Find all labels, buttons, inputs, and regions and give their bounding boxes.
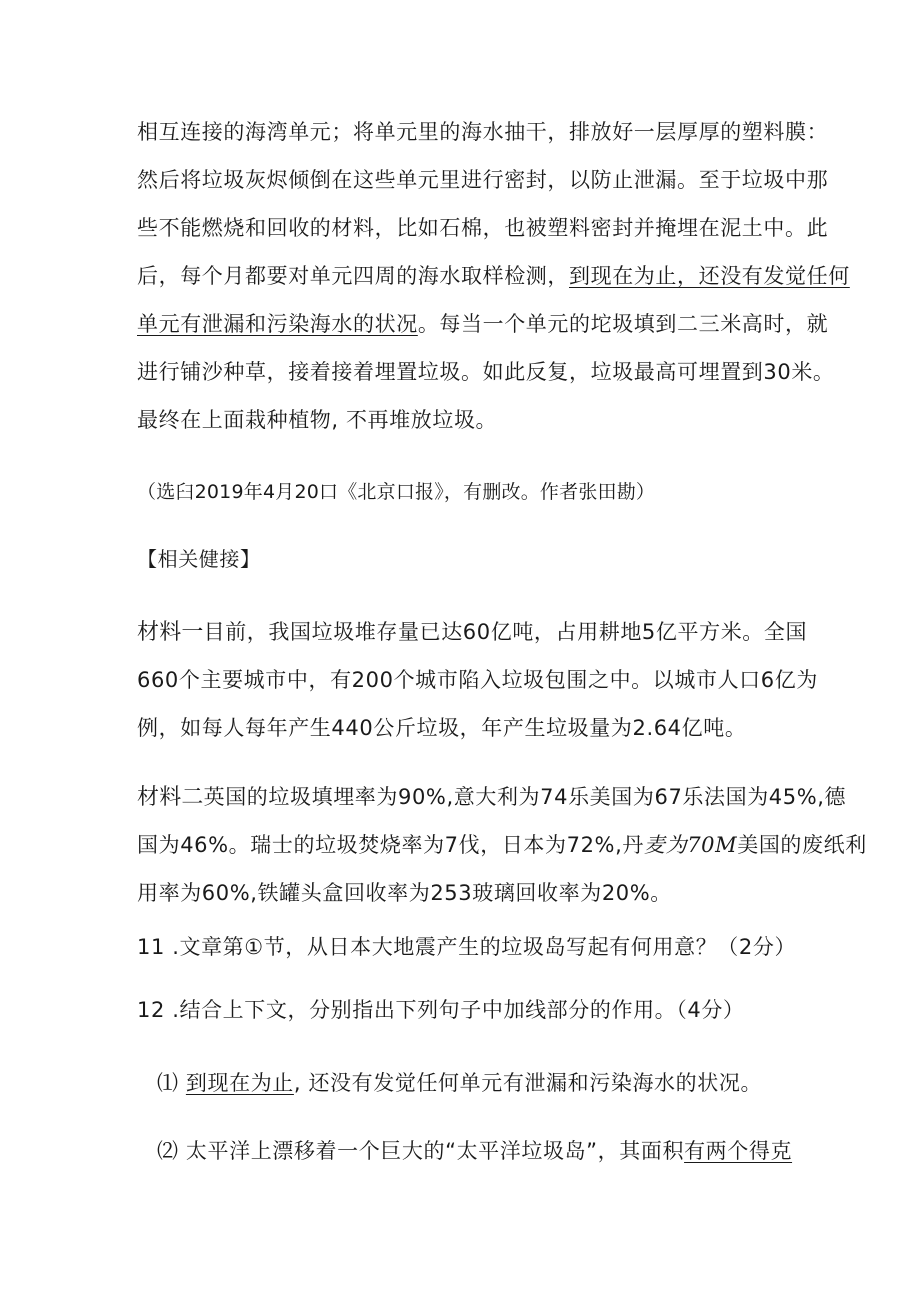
material-two-line: 国为46%。瑞士的垃圾焚烧率为7伐，日本为72%,丹麦为70M美国的废纸利 xyxy=(137,833,867,857)
material-two-line: 材料二英国的垃圾填埋率为90%,意大利为74乐美国为67乐法国为45%,德 xyxy=(137,785,847,810)
paragraph-line: 然后将垃圾灰烬倾倒在这些单元里进行密封，以防止泄漏。至于垃圾中那 xyxy=(137,168,829,192)
material-one-label: 材料一 xyxy=(137,620,204,645)
sub-question-1: ⑴ 到现在为止, 还没有发觉任何单元有泄漏和污染海水的状况。 xyxy=(157,1071,763,1095)
material-two-label: 材料二 xyxy=(137,785,204,810)
material-one-line: 材料一目前，我国垃圾堆存量已达60亿吨，占用耕地5亿平方米。全国 xyxy=(137,620,808,645)
underlined-phrase: 到现在为止，还没有发觉任何 xyxy=(569,264,850,288)
source-citation: （选臼2019年4月20口《北京口报》，有删改。作者张田勘） xyxy=(137,481,656,503)
material-two-line: 用率为60%,铁罐头盒回收率为253玻璃回收率为20%。 xyxy=(137,881,672,905)
related-heading: 【相关健接】 xyxy=(137,547,261,571)
paragraph-line: 最终在上面栽种植物, 不再堆放垃圾。 xyxy=(137,408,498,432)
underlined-phrase: 单元有泄漏和污染海水的状况 xyxy=(137,312,418,336)
paragraph-line: 进行铺沙种草，接着接着埋置垃圾。如此反复，垃圾最高可埋置到30米。 xyxy=(137,360,835,384)
underlined-phrase: 有两个得克 xyxy=(684,1139,793,1163)
paragraph-line: 相互连接的海湾单元；将单元里的海水抽干，排放好一层厚厚的塑料膜： xyxy=(137,120,829,144)
material-one-line: 例，如每人每年产生440公斤垃圾，年产生垃圾量为2.64亿吨。 xyxy=(137,716,747,740)
sub-question-2: ⑵ 太平洋上漂移着一个巨大的“太平洋垃圾岛”，其面积有两个得克 xyxy=(157,1139,793,1163)
question-11: 11 .文章第①节，从日本大地震产生的垃圾岛写起有何用意？（2分） xyxy=(137,935,797,959)
italic-fragment: 麦为70M xyxy=(644,833,738,857)
sub-question-number: ⑴ xyxy=(157,1071,179,1095)
question-12: 12 .结合上下文，分别指出下列句子中加线部分的作用。（4分） xyxy=(137,998,745,1022)
sub-question-number: ⑵ xyxy=(157,1139,179,1163)
paragraph-line: 后，每个月都要对单元四周的海水取样检测，到现在为止，还没有发觉任何 xyxy=(137,264,850,288)
underlined-phrase: 到现在为止 xyxy=(185,1071,294,1095)
paragraph-line: 些不能燃烧和回收的材料，比如石棉，也被塑料密封并掩埋在泥土中。此 xyxy=(137,216,829,240)
paragraph-line: 单元有泄漏和污染海水的状况。每当一个单元的坨圾填到二三米高时，就 xyxy=(137,312,829,336)
material-one-line: 660个主要城市中，有200个城市陷入垃圾包围之中。以城市人口6亿为 xyxy=(137,668,818,692)
